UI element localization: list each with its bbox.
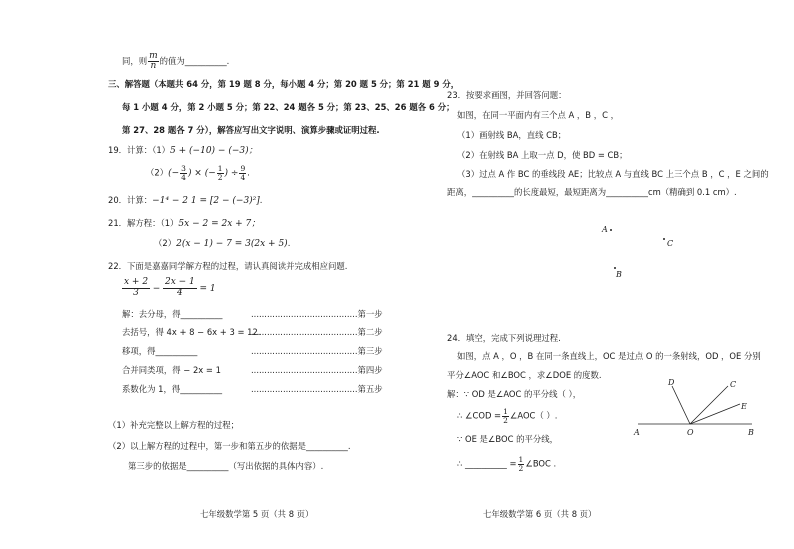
point-c-label: C bbox=[667, 239, 674, 248]
q22-part3: 第三步的依据是__________（写出依据的具体内容）. bbox=[128, 461, 324, 471]
frac-den: 4 bbox=[177, 287, 183, 298]
label-b: B bbox=[748, 428, 754, 437]
step-4-text: 合并同类项，得 − 2x = 1 bbox=[122, 365, 221, 375]
frac-num: 1 bbox=[503, 407, 508, 416]
label-o: O bbox=[687, 428, 694, 437]
frac-den: 4 bbox=[181, 172, 186, 182]
frac-den: 2 bbox=[503, 415, 508, 425]
q19-frac2 bbox=[217, 165, 224, 181]
point-b-label: B bbox=[616, 270, 622, 279]
label-d: D bbox=[668, 378, 675, 387]
q21-part1: 5x − 2 = 2x + 7； bbox=[178, 219, 261, 229]
q23-intro: 如图，在同一平面内有三个点 A ，B ，C ， bbox=[457, 110, 619, 120]
point-b-dot bbox=[614, 267, 616, 269]
label-e: E bbox=[741, 402, 747, 411]
q21-line1 bbox=[108, 218, 260, 230]
q19-expr-a: (− bbox=[168, 168, 180, 179]
point-c-dot bbox=[663, 238, 665, 240]
q24-line1: 如图，点 A ，O ，B 在同一条直线上，OC 是过点 O 的一条射线，OD ，OE 分别 bbox=[457, 351, 761, 361]
q19-part1: 5 + (−10) − (−3)； bbox=[170, 146, 258, 156]
step-4-dots: ........................................第四步 bbox=[251, 365, 383, 375]
frac-num: x + 2 bbox=[124, 277, 149, 287]
frac-num: 2x − 1 bbox=[164, 277, 195, 287]
q20-end: . bbox=[259, 195, 263, 205]
step-2-text: 去括号，得 4x + 8 − 6x + 3 = 12. bbox=[122, 327, 261, 337]
ray-od bbox=[672, 386, 690, 424]
q19-line2 bbox=[146, 165, 250, 181]
right-page-footer: 七年级数学第 6 页（共 8 页） bbox=[483, 509, 597, 519]
q22-minus: − bbox=[152, 283, 161, 294]
fragment-pre: 同，则 bbox=[122, 56, 148, 66]
point-a-label: A bbox=[602, 225, 608, 234]
frac-num: 1 bbox=[217, 164, 223, 173]
q22-part2: （2）以上解方程的过程中，第一步和第五步的依据是__________. bbox=[108, 441, 351, 451]
frac-num: m bbox=[149, 51, 158, 61]
q22-rhs: = 1 bbox=[199, 283, 216, 294]
step-3-text: 移项，得__________ bbox=[122, 346, 198, 356]
section3-line2: 每 1 小题 4 分，第 2 小题 5 分；第 22、24 题各 5 分；第 23、25、26 题各 6 分； bbox=[122, 102, 455, 112]
frac-den: 2 bbox=[518, 463, 524, 473]
q24-line4-post: ∠AOC（ ）. bbox=[509, 410, 558, 421]
q23-step4: 距离，__________的长度最短，最短距离为__________cm（精确到 0.1 cm）. bbox=[447, 187, 737, 197]
frac-den: 3 bbox=[133, 287, 139, 298]
q23-title: 23．按要求画图，并回答问题： bbox=[447, 90, 567, 100]
q23-step3: （3）过点 A 作 BC 的垂线段 AE；比较点 A 与直线 BC 上三个点 B ，C ，E 之间的 bbox=[457, 169, 769, 179]
fragment-post: 的值为__________. bbox=[159, 56, 230, 66]
frac-den: 2 bbox=[217, 172, 223, 182]
q21-label: 21．解方程：（1） bbox=[108, 218, 179, 228]
q19-frac1 bbox=[180, 165, 187, 181]
label-a: A bbox=[634, 428, 640, 437]
q22-part1: （1）补充完整以上解方程的过程； bbox=[108, 420, 239, 430]
q24-line4 bbox=[457, 408, 557, 424]
section3-line3: 第 27、28 题各 7 分），解答应写出文字说明、演算步骤或证明过程. bbox=[122, 125, 380, 135]
fragment-frac bbox=[148, 52, 159, 71]
point-a-dot bbox=[610, 229, 612, 231]
q19-line1 bbox=[108, 145, 258, 157]
frac-den: 4 bbox=[240, 172, 246, 182]
frac-num: 1 bbox=[518, 455, 524, 464]
q24-line2: 平分∠AOC 和∠BOC ，求∠DOE 的度数. bbox=[447, 370, 602, 380]
step-1-dots: ........................................第一步 bbox=[251, 309, 383, 319]
q19-label: 19．计算：（1） bbox=[108, 145, 171, 155]
q24-angle-figure bbox=[630, 372, 770, 438]
q19-expr-c: ) ÷ bbox=[224, 168, 239, 179]
q19-end: . bbox=[247, 167, 250, 178]
q19-part2-label: （2） bbox=[146, 167, 169, 178]
q21-part2-label: （2） bbox=[154, 238, 177, 248]
frac-num: 9 bbox=[240, 164, 246, 173]
left-page-footer: 七年级数学第 5 页（共 8 页） bbox=[200, 509, 314, 519]
q21-end: . bbox=[287, 238, 291, 248]
q22-frac1 bbox=[122, 278, 150, 299]
q21-part2: 2(x − 1) − 7 = 3(2x + 5) bbox=[176, 239, 288, 249]
q24-line5: ∵ OE 是∠BOC 的平分线， bbox=[457, 434, 558, 444]
frac-num: 3 bbox=[181, 164, 186, 173]
q21-line2 bbox=[154, 238, 290, 250]
q24-line4-frac bbox=[502, 408, 509, 424]
q19-frac3 bbox=[239, 165, 246, 181]
step-1-text: 解：去分母，得__________ bbox=[122, 309, 223, 319]
step-2-dots: ........................................第二步 bbox=[251, 327, 383, 337]
q24-line4-pre: ∴ ∠COD = bbox=[457, 410, 502, 421]
ray-oc bbox=[690, 386, 728, 424]
q24-title: 24．填空，完成下列说理过程. bbox=[447, 333, 561, 343]
frac-den: n bbox=[150, 61, 157, 71]
section3-line1: 三、解答题（本题共 64 分，第 19 题 8 分，每小题 4 分；第 20 题 5 分；第 21 题 9 分， bbox=[108, 79, 460, 89]
q24-line6-frac bbox=[518, 456, 525, 472]
q24-line3: 解：∵ OD 是∠AOC 的平分线（ ）， bbox=[447, 389, 582, 399]
q24-line6-post: ∠BOC . bbox=[525, 458, 557, 469]
q19-expr-b: ) × (− bbox=[187, 168, 216, 179]
step-5-dots: ........................................第五步 bbox=[251, 384, 383, 394]
label-c: C bbox=[730, 380, 737, 389]
q23-step1: （1）画射线 BA，直线 CB； bbox=[457, 130, 567, 140]
step-5-text: 系数化为 1，得__________ bbox=[122, 384, 223, 394]
q20-label: 20．计算： bbox=[108, 195, 153, 205]
q23-step2: （2）在射线 BA 上取一点 D，使 BD = CB； bbox=[457, 150, 628, 160]
q20-line bbox=[108, 195, 262, 207]
q20-expr: −1⁴ − 2 1 = [2 − (−3)²] bbox=[152, 196, 260, 206]
step-3-dots: ........................................第三步 bbox=[251, 346, 383, 356]
fragment-top-line bbox=[122, 52, 229, 71]
ray-oe bbox=[690, 404, 740, 424]
q22-intro: 22．下面是嘉嘉同学解方程的过程，请认真阅读并完成相应问题. bbox=[108, 261, 348, 271]
right-page bbox=[420, 0, 794, 549]
q22-equation bbox=[122, 278, 216, 299]
q24-line6 bbox=[457, 456, 556, 472]
q22-frac2 bbox=[163, 278, 197, 299]
q24-line6-pre: ∴ __________ = bbox=[457, 458, 517, 469]
